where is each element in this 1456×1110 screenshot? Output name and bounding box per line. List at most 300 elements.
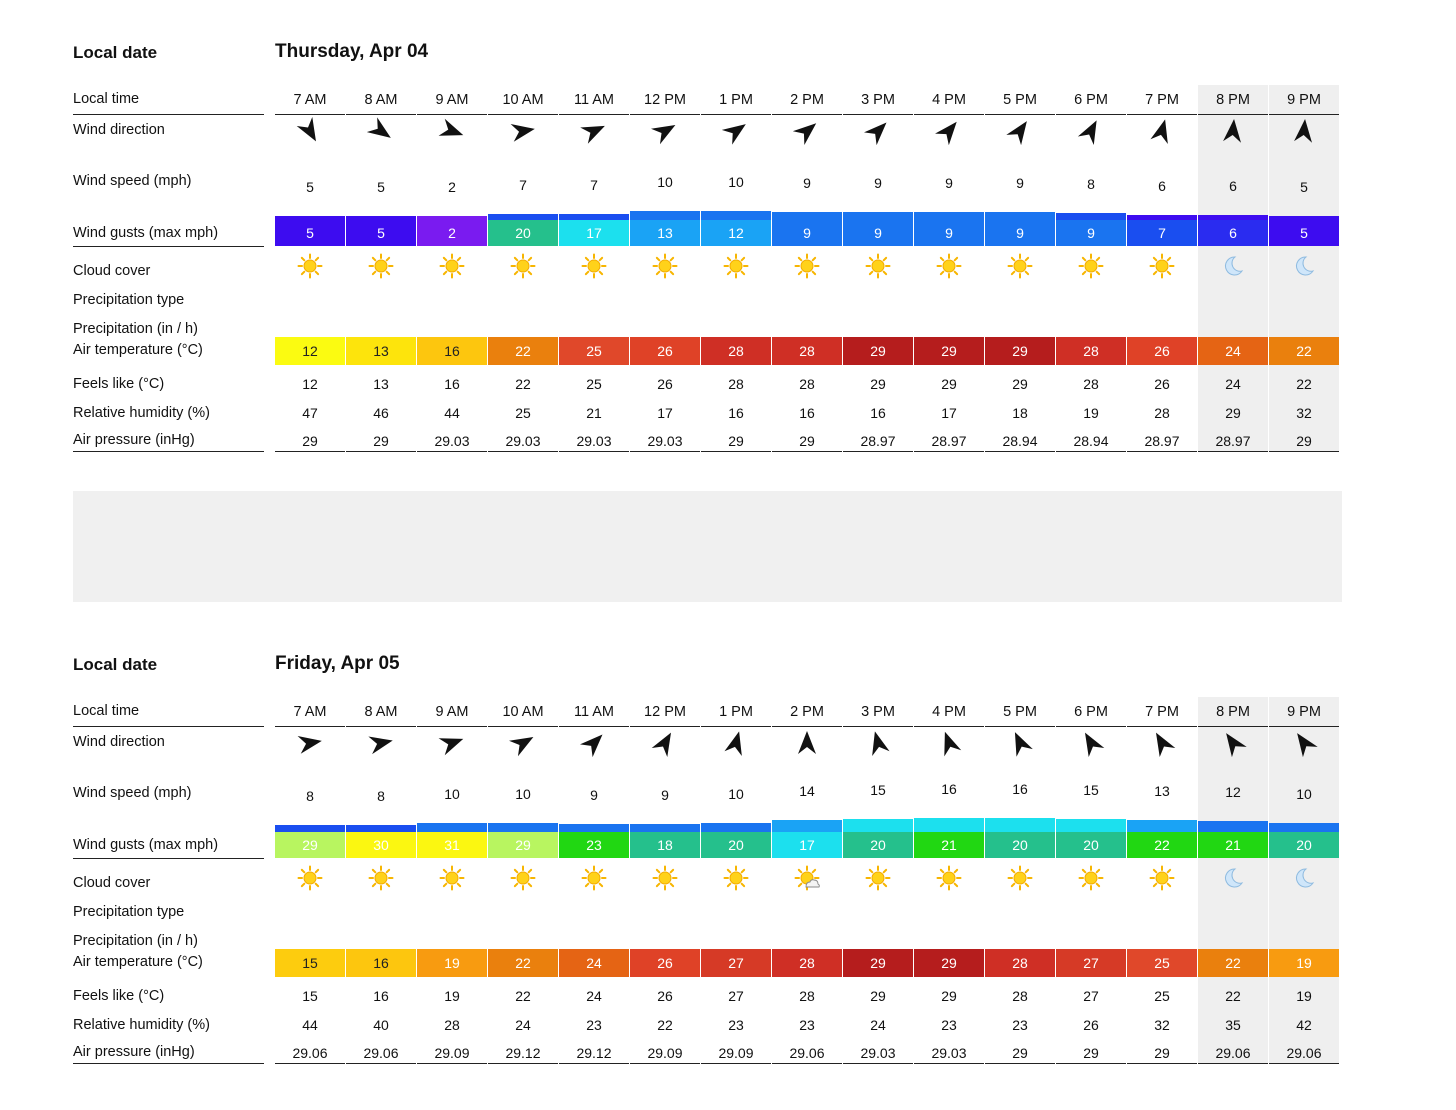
row-separator	[1269, 1063, 1339, 1064]
air-temperature-cell: 28	[1056, 337, 1126, 365]
sun-icon	[581, 253, 607, 279]
row-label-wind-speed: Wind speed (mph)	[73, 785, 192, 801]
wind-gust-cell: 23	[559, 832, 629, 858]
wind-speed-value: 5	[1300, 179, 1308, 195]
row-separator	[914, 1063, 984, 1064]
wind-gust-cell: 9	[1056, 220, 1126, 246]
local-date-label: Local date	[73, 43, 158, 62]
feels-like-value: 16	[373, 988, 389, 1004]
wind-speed-value: 15	[870, 782, 886, 798]
row-label-humidity: Relative humidity (%)	[73, 1017, 210, 1033]
feels-like-value: 25	[1154, 988, 1170, 1004]
row-separator	[1269, 451, 1339, 452]
air-temperature-cell: 29	[843, 949, 913, 977]
row-label-feels-like: Feels like (°C)	[73, 376, 165, 392]
wind-speed-value: 8	[1087, 176, 1095, 192]
humidity-value: 16	[799, 405, 815, 421]
row-separator	[985, 1063, 1055, 1064]
wind-speed-value: 6	[1229, 178, 1237, 194]
air-temperature-cell: 26	[1127, 337, 1197, 365]
wind-gust-cell: 18	[630, 832, 700, 858]
wind-gust-cell: 12	[701, 220, 771, 246]
hour-label: 7 PM	[1145, 92, 1179, 108]
wind-direction-arrow-icon	[509, 117, 537, 145]
wind-gust-cell: 17	[772, 832, 842, 858]
humidity-value: 18	[1012, 405, 1028, 421]
ad-placeholder	[73, 491, 1342, 602]
feels-like-value: 19	[1296, 988, 1312, 1004]
sun-icon	[723, 253, 749, 279]
row-label-air-temp: Air temperature (°C)	[73, 954, 203, 970]
hour-label: 7 PM	[1145, 704, 1179, 720]
humidity-value: 17	[657, 405, 673, 421]
row-separator	[1198, 114, 1268, 115]
humidity-value: 16	[870, 405, 886, 421]
humidity-value: 28	[1154, 405, 1170, 421]
wind-gust-cell: 20	[1269, 832, 1339, 858]
moon-icon	[1291, 253, 1317, 279]
feels-like-value: 22	[1225, 988, 1241, 1004]
hour-label: 6 PM	[1074, 704, 1108, 720]
feels-like-value: 28	[1012, 988, 1028, 1004]
row-separator	[772, 114, 842, 115]
wind-direction-arrow-icon	[1290, 729, 1318, 757]
wind-direction-arrow-icon	[935, 117, 963, 145]
wind-gust-cell: 5	[275, 220, 345, 246]
row-separator	[346, 114, 416, 115]
wind-gust-cell: 9	[985, 220, 1055, 246]
row-label-local-time: Local time	[73, 703, 140, 719]
pressure-value: 29.06	[1215, 1045, 1251, 1061]
wind-speed-bar	[772, 212, 842, 220]
feels-like-value: 26	[657, 376, 673, 392]
feels-like-value: 26	[1154, 376, 1170, 392]
row-label-air-temp: Air temperature (°C)	[73, 342, 203, 358]
wind-speed-value: 9	[945, 175, 953, 191]
row-separator	[630, 726, 700, 727]
wind-gust-cell: 5	[346, 220, 416, 246]
wind-gust-cell: 20	[701, 832, 771, 858]
sun-icon	[865, 253, 891, 279]
row-label-wind-direction: Wind direction	[73, 734, 165, 750]
wind-gust-cell: 7	[1127, 220, 1197, 246]
wind-direction-arrow-icon	[1006, 729, 1034, 757]
hour-label: 11 AM	[573, 92, 615, 108]
wind-speed-value: 8	[306, 788, 314, 804]
wind-direction-arrow-icon	[438, 729, 466, 757]
hour-label: 7 AM	[293, 704, 327, 720]
row-label-cloud-cover: Cloud cover	[73, 875, 151, 891]
day-forecast-thursday	[73, 43, 1342, 458]
day-forecast-friday	[73, 655, 1342, 1070]
wind-speed-value: 8	[377, 788, 385, 804]
wind-direction-arrow-icon	[651, 729, 679, 757]
humidity-value: 22	[657, 1017, 673, 1033]
sun-icon	[439, 253, 465, 279]
humidity-value: 42	[1296, 1017, 1312, 1033]
wind-speed-bar	[275, 825, 345, 832]
air-temperature-cell: 15	[275, 949, 345, 977]
air-temperature-cell: 28	[701, 337, 771, 365]
row-separator	[488, 726, 558, 727]
wind-direction-arrow-icon	[722, 729, 750, 757]
row-separator	[985, 451, 1055, 452]
pressure-value: 28.94	[1002, 433, 1038, 449]
wind-speed-bar	[630, 211, 700, 220]
humidity-value: 17	[941, 405, 957, 421]
wind-speed-value: 10	[728, 786, 744, 802]
row-separator	[1127, 451, 1197, 452]
wind-speed-value: 13	[1154, 783, 1170, 799]
sun-icon	[652, 253, 678, 279]
hour-label: 5 PM	[1003, 92, 1037, 108]
air-temperature-cell: 28	[772, 337, 842, 365]
wind-gust-cell: 20	[843, 832, 913, 858]
row-separator	[1198, 1063, 1268, 1064]
sun-icon	[794, 253, 820, 279]
humidity-value: 19	[1083, 405, 1099, 421]
wind-speed-value: 9	[803, 175, 811, 191]
row-separator	[701, 726, 771, 727]
hour-label: 6 PM	[1074, 92, 1108, 108]
pressure-value: 29.06	[292, 1045, 328, 1061]
feels-like-value: 29	[941, 988, 957, 1004]
wind-direction-arrow-icon	[1219, 117, 1247, 145]
wind-gust-cell: 6	[1198, 220, 1268, 246]
wind-speed-bar	[1056, 213, 1126, 220]
row-label-precip: Precipitation (in / h)	[73, 933, 198, 949]
row-separator	[772, 726, 842, 727]
row-separator	[488, 1063, 558, 1064]
row-separator	[417, 1063, 487, 1064]
wind-direction-arrow-icon	[580, 729, 608, 757]
air-temperature-cell: 22	[488, 949, 558, 977]
wind-direction-arrow-icon	[580, 117, 608, 145]
wind-speed-bar	[843, 212, 913, 220]
feels-like-value: 24	[1225, 376, 1241, 392]
air-temperature-cell: 22	[1269, 337, 1339, 365]
row-label-wind-gusts: Wind gusts (max mph)	[73, 225, 219, 241]
feels-like-value: 13	[373, 376, 389, 392]
feels-like-value: 29	[1012, 376, 1028, 392]
air-temperature-cell: 29	[914, 949, 984, 977]
pressure-value: 29.03	[505, 433, 541, 449]
row-label-pressure: Air pressure (inHg)	[73, 432, 195, 448]
row-separator	[559, 726, 629, 727]
wind-speed-bar	[630, 824, 700, 832]
air-temperature-cell: 12	[275, 337, 345, 365]
wind-speed-bar	[914, 212, 984, 220]
humidity-value: 24	[515, 1017, 531, 1033]
row-separator	[417, 726, 487, 727]
sun-icon	[1007, 865, 1033, 891]
wind-speed-value: 6	[1158, 178, 1166, 194]
sun-icon	[439, 865, 465, 891]
wind-speed-value: 10	[657, 174, 673, 190]
wind-speed-value: 7	[590, 177, 598, 193]
feels-like-value: 27	[728, 988, 744, 1004]
wind-gust-cell: 9	[772, 220, 842, 246]
row-label-precip: Precipitation (in / h)	[73, 321, 198, 337]
hour-label: 2 PM	[790, 92, 824, 108]
row-separator	[701, 114, 771, 115]
sun-icon	[368, 253, 394, 279]
humidity-value: 25	[515, 405, 531, 421]
row-separator	[488, 114, 558, 115]
pressure-value: 29	[302, 433, 318, 449]
row-separator	[630, 451, 700, 452]
wind-speed-bar	[701, 823, 771, 832]
pressure-value: 29	[1296, 433, 1312, 449]
wind-speed-bar	[701, 211, 771, 220]
air-temperature-cell: 19	[1269, 949, 1339, 977]
wind-direction-arrow-icon	[1077, 117, 1105, 145]
wind-direction-arrow-icon	[864, 117, 892, 145]
wind-gust-cell: 21	[914, 832, 984, 858]
wind-speed-bar	[985, 818, 1055, 832]
feels-like-value: 15	[302, 988, 318, 1004]
hour-label: 1 PM	[719, 704, 753, 720]
wind-gust-cell: 21	[1198, 832, 1268, 858]
wind-speed-bar	[1056, 819, 1126, 832]
sun-icon	[1149, 865, 1175, 891]
feels-like-value: 29	[870, 988, 886, 1004]
row-separator	[843, 451, 913, 452]
row-separator	[985, 726, 1055, 727]
sun-icon	[1149, 253, 1175, 279]
air-temperature-cell: 26	[630, 949, 700, 977]
hour-label: 8 AM	[364, 92, 398, 108]
row-separator	[1056, 726, 1126, 727]
row-separator	[914, 451, 984, 452]
air-temperature-cell: 22	[488, 337, 558, 365]
feels-like-value: 28	[799, 988, 815, 1004]
sun-icon	[1078, 865, 1104, 891]
sun-icon	[297, 253, 323, 279]
row-separator	[559, 114, 629, 115]
row-separator	[1127, 1063, 1197, 1064]
row-separator	[843, 1063, 913, 1064]
row-separator	[73, 451, 264, 452]
wind-speed-value: 9	[874, 175, 882, 191]
hour-label: 9 AM	[435, 92, 469, 108]
sun-icon	[581, 865, 607, 891]
wind-speed-value: 16	[941, 781, 957, 797]
wind-direction-arrow-icon	[367, 729, 395, 757]
air-temperature-cell: 27	[701, 949, 771, 977]
wind-gust-cell: 17	[559, 220, 629, 246]
wind-speed-bar	[346, 825, 416, 832]
hour-label: 3 PM	[861, 704, 895, 720]
wind-gust-cell: 20	[488, 220, 558, 246]
wind-speed-value: 10	[444, 786, 460, 802]
sun-cloud-icon	[794, 865, 820, 891]
row-label-local-time: Local time	[73, 91, 140, 107]
wind-gust-cell: 2	[417, 220, 487, 246]
hour-label: 1 PM	[719, 92, 753, 108]
humidity-value: 23	[1012, 1017, 1028, 1033]
wind-gust-cell: 9	[843, 220, 913, 246]
humidity-value: 23	[586, 1017, 602, 1033]
pressure-value: 29.03	[860, 1045, 896, 1061]
humidity-value: 35	[1225, 1017, 1241, 1033]
row-separator	[346, 726, 416, 727]
row-separator	[1269, 726, 1339, 727]
row-separator	[1269, 114, 1339, 115]
humidity-value: 26	[1083, 1017, 1099, 1033]
pressure-value: 29.03	[931, 1045, 967, 1061]
pressure-value: 29	[728, 433, 744, 449]
hour-label: 8 AM	[364, 704, 398, 720]
air-temperature-cell: 13	[346, 337, 416, 365]
pressure-value: 28.97	[860, 433, 896, 449]
wind-speed-value: 9	[1016, 175, 1024, 191]
pressure-value: 29.03	[434, 433, 470, 449]
row-separator	[417, 114, 487, 115]
row-label-feels-like: Feels like (°C)	[73, 988, 165, 1004]
wind-gust-cell: 20	[1056, 832, 1126, 858]
sun-icon	[723, 865, 749, 891]
row-separator	[1056, 451, 1126, 452]
pressure-value: 29.06	[1286, 1045, 1322, 1061]
pressure-value: 29	[799, 433, 815, 449]
air-temperature-cell: 22	[1198, 949, 1268, 977]
wind-gust-cell: 20	[985, 832, 1055, 858]
wind-speed-bar	[559, 824, 629, 832]
feels-like-value: 22	[515, 988, 531, 1004]
air-temperature-cell: 29	[985, 337, 1055, 365]
air-temperature-cell: 26	[630, 337, 700, 365]
humidity-value: 21	[586, 405, 602, 421]
air-temperature-cell: 19	[417, 949, 487, 977]
pressure-value: 28.97	[1144, 433, 1180, 449]
pressure-value: 29.06	[363, 1045, 399, 1061]
hour-label: 10 AM	[502, 92, 544, 108]
feels-like-value: 29	[870, 376, 886, 392]
wind-direction-arrow-icon	[793, 729, 821, 757]
row-separator	[701, 451, 771, 452]
sun-icon	[936, 253, 962, 279]
sun-icon	[510, 865, 536, 891]
sun-icon	[1078, 253, 1104, 279]
hour-label: 12 PM	[644, 92, 686, 108]
wind-gust-cell: 30	[346, 832, 416, 858]
pressure-value: 29	[1083, 1045, 1099, 1061]
hour-label: 9 AM	[435, 704, 469, 720]
feels-like-value: 22	[515, 376, 531, 392]
wind-speed-bar	[914, 818, 984, 832]
hour-label: 8 PM	[1216, 704, 1250, 720]
row-separator	[275, 114, 345, 115]
hour-label: 5 PM	[1003, 704, 1037, 720]
humidity-value: 44	[302, 1017, 318, 1033]
row-separator	[843, 114, 913, 115]
wind-direction-arrow-icon	[296, 729, 324, 757]
row-separator	[1056, 1063, 1126, 1064]
pressure-value: 29.09	[647, 1045, 683, 1061]
hour-label: 12 PM	[644, 704, 686, 720]
wind-gust-cell: 5	[1269, 220, 1339, 246]
wind-speed-bar	[843, 819, 913, 832]
air-temperature-cell: 27	[1056, 949, 1126, 977]
row-separator	[985, 114, 1055, 115]
air-temperature-cell: 29	[914, 337, 984, 365]
wind-speed-value: 10	[728, 174, 744, 190]
feels-like-value: 28	[728, 376, 744, 392]
sun-icon	[865, 865, 891, 891]
wind-speed-value: 7	[519, 177, 527, 193]
humidity-value: 32	[1154, 1017, 1170, 1033]
row-label-precip-type: Precipitation type	[73, 904, 185, 920]
wind-speed-bar	[1269, 823, 1339, 832]
pressure-value: 29	[1154, 1045, 1170, 1061]
humidity-value: 47	[302, 405, 318, 421]
row-separator	[1127, 726, 1197, 727]
row-label-humidity: Relative humidity (%)	[73, 405, 210, 421]
wind-gust-cell: 29	[275, 832, 345, 858]
air-temperature-cell: 29	[843, 337, 913, 365]
wind-speed-bar	[985, 212, 1055, 220]
wind-direction-arrow-icon	[509, 729, 537, 757]
row-label-wind-speed: Wind speed (mph)	[73, 173, 192, 189]
wind-speed-bar	[1198, 821, 1268, 832]
sun-icon	[1007, 253, 1033, 279]
air-temperature-cell: 24	[559, 949, 629, 977]
humidity-value: 23	[728, 1017, 744, 1033]
row-separator	[772, 1063, 842, 1064]
wind-speed-bar	[488, 823, 558, 832]
row-separator	[914, 726, 984, 727]
air-temperature-cell: 24	[1198, 337, 1268, 365]
wind-speed-value: 10	[1296, 786, 1312, 802]
hour-label: 8 PM	[1216, 92, 1250, 108]
hour-label: 9 PM	[1287, 92, 1321, 108]
humidity-value: 23	[941, 1017, 957, 1033]
wind-direction-arrow-icon	[935, 729, 963, 757]
wind-gust-cell: 22	[1127, 832, 1197, 858]
wind-direction-arrow-icon	[722, 117, 750, 145]
hour-label: 7 AM	[293, 92, 327, 108]
wind-speed-bar	[772, 820, 842, 832]
wind-direction-arrow-icon	[651, 117, 679, 145]
date-title: Thursday, Apr 04	[275, 41, 429, 62]
humidity-value: 23	[799, 1017, 815, 1033]
row-separator	[1198, 451, 1268, 452]
date-title: Friday, Apr 05	[275, 653, 400, 674]
humidity-value: 16	[728, 405, 744, 421]
wind-speed-value: 16	[1012, 781, 1028, 797]
sun-icon	[652, 865, 678, 891]
hour-label: 3 PM	[861, 92, 895, 108]
humidity-value: 28	[444, 1017, 460, 1033]
sun-icon	[936, 865, 962, 891]
moon-icon	[1220, 253, 1246, 279]
row-separator	[843, 726, 913, 727]
row-separator	[1198, 726, 1268, 727]
humidity-value: 40	[373, 1017, 389, 1033]
feels-like-value: 19	[444, 988, 460, 1004]
wind-direction-arrow-icon	[1219, 729, 1247, 757]
hour-label: 10 AM	[502, 704, 544, 720]
pressure-value: 29.12	[576, 1045, 612, 1061]
pressure-value: 29.03	[576, 433, 612, 449]
wind-speed-bar	[1127, 820, 1197, 832]
row-separator	[275, 1063, 345, 1064]
row-separator	[275, 726, 345, 727]
wind-speed-value: 9	[661, 787, 669, 803]
wind-speed-value: 14	[799, 783, 815, 799]
sun-icon	[510, 253, 536, 279]
